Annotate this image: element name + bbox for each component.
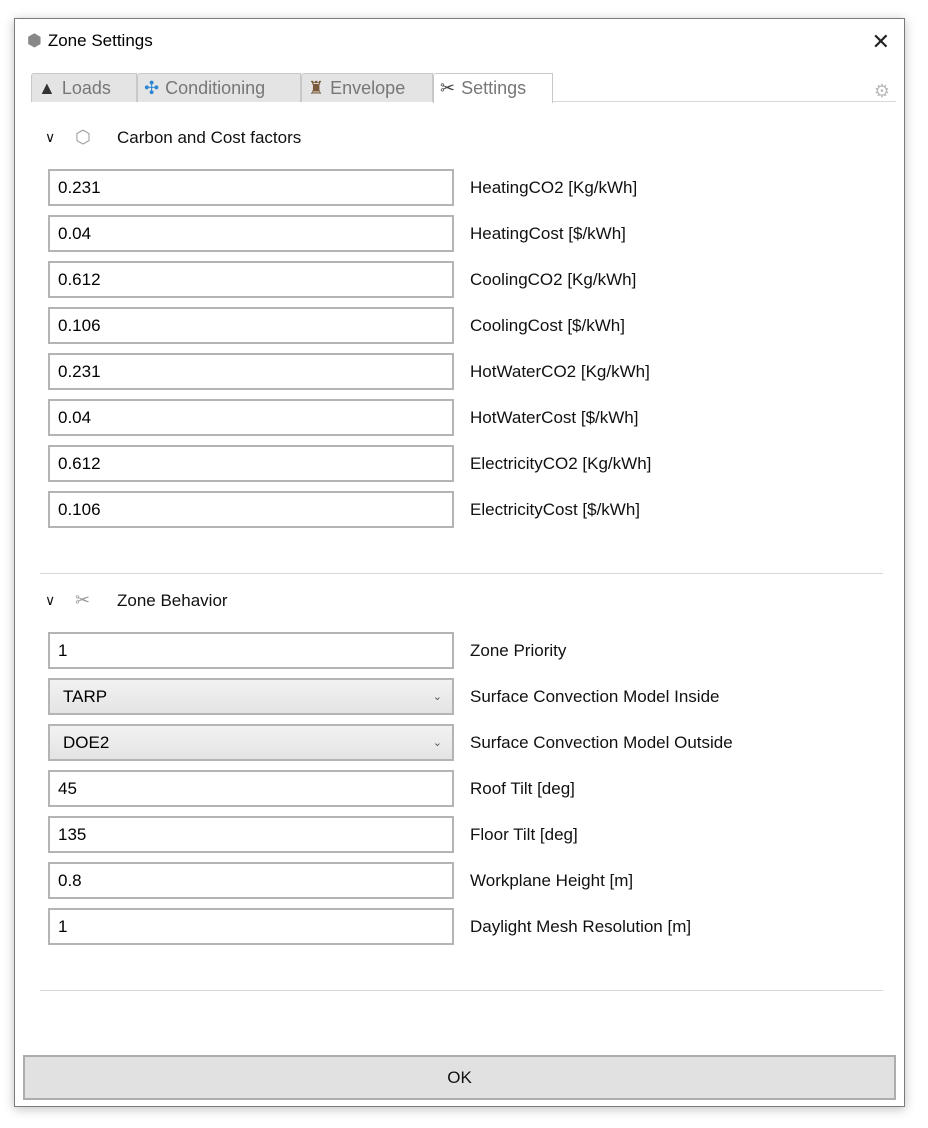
tools-icon: ✂ <box>440 78 456 98</box>
field-label: Daylight Mesh Resolution [m] <box>470 916 692 936</box>
chevron-down-icon: ⌄ <box>432 737 442 749</box>
field-label: HeatingCost [$/kWh] <box>470 223 626 243</box>
chevron-down-icon: ⌄ <box>432 691 442 703</box>
field-value: 45 <box>58 778 77 798</box>
field-label: HotWaterCO2 [Kg/kWh] <box>470 361 650 381</box>
section-title: Carbon and Cost factors <box>117 127 302 147</box>
field-label: Zone Priority <box>470 640 567 660</box>
tab-settings[interactable] <box>433 73 553 103</box>
field-label: CoolingCO2 [Kg/kWh] <box>470 269 637 289</box>
tools-icon: ✂ <box>75 590 91 610</box>
tab-conditioning[interactable] <box>137 73 301 102</box>
chevron-down-icon[interactable]: ∨ <box>45 129 56 145</box>
ok-button[interactable]: OK <box>23 1055 896 1100</box>
dropdown-select[interactable] <box>48 678 454 715</box>
value-input[interactable] <box>48 862 454 899</box>
field-label: CoolingCost [$/kWh] <box>470 315 625 335</box>
field-value: 0.8 <box>58 870 82 890</box>
weight-icon: ▲ <box>38 77 56 98</box>
field-value: 0.04 <box>58 223 92 243</box>
field-label: Roof Tilt [deg] <box>470 778 575 798</box>
tab-loads[interactable] <box>31 73 137 102</box>
value-input[interactable] <box>48 399 454 436</box>
value-input[interactable] <box>48 770 454 807</box>
field-value: 0.612 <box>58 453 101 473</box>
field-value: 1 <box>58 640 68 660</box>
field-label: Workplane Height [m] <box>470 870 634 890</box>
field-label: Surface Convection Model Inside <box>470 686 720 706</box>
field-label: HeatingCO2 [Kg/kWh] <box>470 177 638 197</box>
field-value: 1 <box>58 916 68 936</box>
title-bar <box>27 31 153 51</box>
field-label: Surface Convection Model Outside <box>470 732 733 752</box>
value-input[interactable] <box>48 908 454 945</box>
chevron-down-icon[interactable]: ∨ <box>45 592 56 608</box>
field-label: ElectricityCO2 [Kg/kWh] <box>470 453 652 473</box>
field-value: 0.231 <box>58 361 101 381</box>
value-input[interactable] <box>48 816 454 853</box>
field-label: ElectricityCost [$/kWh] <box>470 499 641 519</box>
tab-bar <box>31 73 896 102</box>
field-value: 0.231 <box>58 177 101 197</box>
value-input[interactable] <box>48 307 454 344</box>
value-input[interactable] <box>48 491 454 528</box>
value-input[interactable] <box>48 632 454 669</box>
tab-label: Loads <box>61 77 111 98</box>
divider <box>40 573 883 574</box>
tab-label: Envelope <box>330 77 406 98</box>
field-value: 0.106 <box>58 315 101 335</box>
field-value: DOE2 <box>63 732 110 752</box>
dropdown-select[interactable] <box>48 724 454 761</box>
fan-icon: ✣ <box>144 77 160 98</box>
field-value: TARP <box>63 686 108 706</box>
divider <box>40 990 883 991</box>
close-button[interactable]: ✕ <box>871 29 890 54</box>
gear-icon[interactable]: ⚙ <box>873 81 890 101</box>
cube-icon: ⬡ <box>75 127 91 147</box>
field-value: 0.106 <box>58 499 101 519</box>
section-title: Zone Behavior <box>117 590 228 610</box>
hide-icon: ♜ <box>308 77 325 98</box>
value-input[interactable] <box>48 169 454 206</box>
section-header-behavior[interactable] <box>45 590 228 611</box>
value-input[interactable] <box>48 353 454 390</box>
tab-label: Settings <box>461 78 527 98</box>
value-input[interactable] <box>48 261 454 298</box>
section-header-carbon[interactable] <box>45 127 301 148</box>
value-input[interactable] <box>48 445 454 482</box>
cubes-icon: ⬢ <box>27 31 42 50</box>
zone-settings-window <box>14 18 905 1107</box>
field-value: 0.04 <box>58 407 92 427</box>
window-title: Zone Settings <box>47 31 153 50</box>
value-input[interactable] <box>48 215 454 252</box>
tab-envelope[interactable] <box>301 73 433 102</box>
field-value: 0.612 <box>58 269 101 289</box>
field-label: Floor Tilt [deg] <box>470 824 578 844</box>
field-value: 135 <box>58 824 87 844</box>
tab-label: Conditioning <box>165 77 266 98</box>
field-label: HotWaterCost [$/kWh] <box>470 407 639 427</box>
